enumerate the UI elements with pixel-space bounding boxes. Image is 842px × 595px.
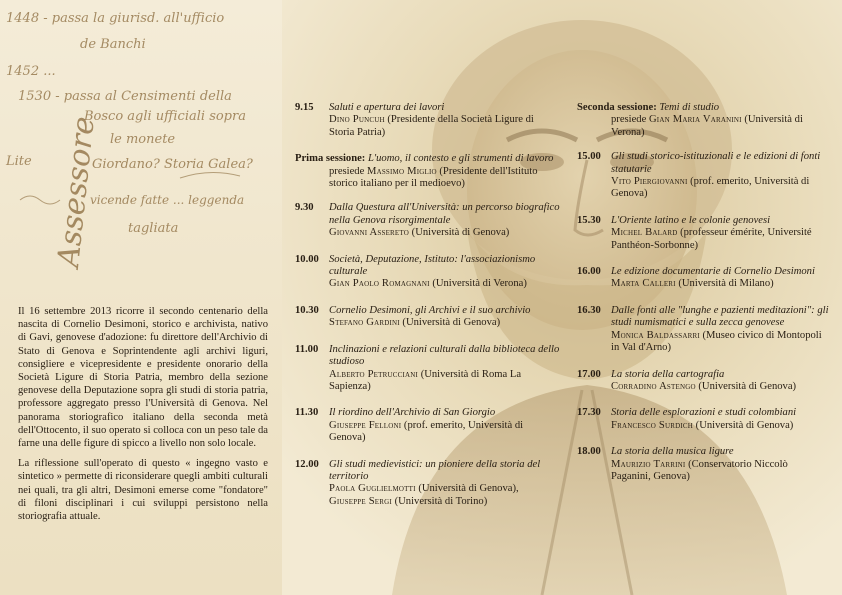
- speaker-name: Gian Paolo Romagnani: [329, 278, 430, 290]
- manuscript-line: Giordano? Storia Galea?: [92, 157, 253, 172]
- speaker-name: Dino Puncuh: [329, 114, 385, 126]
- speaker-affiliation: (Museo civico di Montopoli in Val d'Arno): [611, 329, 822, 354]
- item-title: Cornelio Desimoni, gli Archivi e il suo archivio: [329, 304, 531, 316]
- program-item: [295, 254, 560, 291]
- left-panel: [0, 0, 282, 595]
- speaker-affiliation: (Università di Roma La Sapienza): [329, 368, 522, 392]
- item-title: Saluti e apertura dei lavori: [329, 102, 445, 113]
- speaker-name: Maurizio Tarrini: [611, 458, 686, 470]
- item-time: 11.30: [295, 407, 319, 419]
- chair-name: Massimo Miglio: [366, 165, 437, 177]
- item-title: Inclinazioni e relazioni culturali dalla biblioteca dello studioso: [329, 343, 560, 368]
- program-item: [577, 446, 830, 483]
- item-time: 12.00: [295, 458, 319, 470]
- chair-affiliation: (Università di Verona): [611, 114, 803, 138]
- chair-name: Gian Maria Varanini: [648, 114, 742, 126]
- program-item: [295, 407, 560, 444]
- item-time: 16.00: [577, 266, 601, 278]
- session-label: Prima sessione:: [295, 153, 366, 165]
- chair-prefix: presiede: [611, 114, 649, 126]
- manuscript-line: vicende fatte ... leggenda: [90, 193, 245, 207]
- speaker-name: Marta Calleri: [611, 278, 676, 290]
- speaker-affiliation: (Università di Genova): [409, 227, 510, 239]
- item-title: La storia della musica ligure: [611, 446, 734, 458]
- speaker-affiliation: (Università di Verona): [429, 278, 527, 290]
- session-topic: Temi di studio: [656, 102, 720, 113]
- intro-paragraph: Il 16 settembre 2013 ricorre il secondo centenario della nascita di Cornelio Desimoni, storico e archivista, nativo di Gavi, genovese d'adozione: fu direttore dell'Archivio di Stato di Genova e Soprintendente agli archivi liguri, consigliere e vicepresidente e presidente onorario della Società Ligure di Storia Patria, membro della sezione genovese della Deputazione sopra gli studi di storia patria, professore aggregato presso l'Università di Genova. Nel panorama storiografico italiano della seconda metà dell'Ottocento, il suo operato si colloca con un peso tale da farne una delle figure di spicco a livello non solo locale.: [18, 306, 268, 450]
- program-item: [295, 102, 560, 139]
- program-item: [577, 369, 830, 394]
- speaker-name: Francesco Surdich: [611, 419, 694, 431]
- item-time: 15.30: [577, 214, 601, 226]
- program-item: [577, 266, 830, 291]
- speaker-name: Giuseppe Felloni: [329, 419, 402, 431]
- item-time: 9.15: [295, 102, 314, 113]
- program-item: [295, 202, 560, 239]
- program-item: [577, 215, 830, 252]
- manuscript-line: 1530 - passa al Censimenti della: [18, 89, 232, 104]
- item-title: Le edizione documentarie di Cornelio Desimoni: [611, 266, 815, 278]
- speaker-name: Monica Baldassarri: [611, 329, 700, 341]
- item-time: 17.30: [577, 407, 601, 419]
- speaker-name: Stefano Gardini: [329, 317, 400, 329]
- manuscript-line: Assessore: [51, 114, 102, 269]
- program-item: [295, 305, 560, 330]
- speaker-affiliation: (Università di Genova): [399, 317, 501, 329]
- speaker-affiliation: (Università di Genova),: [415, 483, 519, 495]
- program-item: [577, 151, 830, 201]
- manuscript-line: de Banchi: [80, 37, 146, 52]
- manuscript-line: Bosco agli ufficiali sopra: [84, 109, 246, 124]
- speaker-affiliation: (Università di Genova): [695, 380, 797, 392]
- item-title: Dalle fonti alle "lunghe e pazienti meditazioni": gli studi numismatici e sulla zecca genovese: [611, 304, 829, 329]
- speaker-affiliation: (Conservatorio Niccolò Paganini, Genova): [611, 458, 788, 482]
- speaker-affiliation: (professeur émérite, Université Panthéon-Sorbonne): [611, 227, 812, 251]
- manuscript-line: Lite: [6, 154, 32, 169]
- manuscript-line: 1452 ...: [6, 64, 56, 79]
- item-time: 9.30: [295, 202, 314, 214]
- speaker-affiliation: (prof. emerito, Università di Genova): [611, 176, 810, 200]
- speaker-name: Vito Piergiovanni: [611, 176, 688, 188]
- program-column-morning: [295, 102, 560, 522]
- speaker-name: Corradino Astengo: [611, 380, 696, 392]
- item-time: 10.00: [295, 253, 319, 265]
- speaker-name: Alberto Petrucciani: [329, 368, 419, 380]
- item-time: 15.00: [577, 151, 601, 163]
- speaker-name: Giuseppe Sergi: [329, 495, 392, 507]
- speaker-affiliation: (Università di Genova): [693, 419, 794, 431]
- item-title: La storia della cartografia: [611, 368, 725, 380]
- item-time: 11.00: [295, 343, 319, 355]
- speaker-affiliation: (prof. emerito, Università di Genova): [329, 419, 524, 444]
- session-topic: L'uomo, il contesto e gli strumenti di lavoro: [365, 153, 554, 165]
- manuscript-line: tagliata: [128, 221, 179, 236]
- speaker-affiliation: (Presidente della Società Ligure di Storia Patria): [329, 114, 534, 138]
- speaker-name: Paola Guglielmotti: [329, 483, 416, 495]
- item-time: 16.30: [577, 304, 601, 316]
- item-title: Storia delle esplorazioni e studi colombiani: [611, 407, 797, 419]
- manuscript-image: [0, 0, 282, 300]
- chair-prefix: presiede: [329, 165, 367, 177]
- speaker-affiliation: (Università di Torino): [391, 495, 488, 507]
- intro-text: [18, 305, 268, 530]
- speaker-name: Michel Balard: [611, 227, 678, 239]
- item-title: Gli studi medievistici: un pioniere della storia del territorio: [329, 458, 541, 482]
- manuscript-line: 1448 - passa la giurisd. all'ufficio: [6, 11, 225, 26]
- intro-paragraph: La riflessione sull'operato di questo « ingegno vasto e sintetico » permette di riconsiderare quegli ambiti culturali nei quali, tra gli altri, Desimoni emerse come "fondatore" di filoni disciplinari i cui sviluppi persistono nella storiografia attuale.: [18, 458, 268, 523]
- item-title: L'Oriente latino e le colonie genovesi: [611, 214, 771, 226]
- program-item: [295, 344, 560, 394]
- manuscript-line: le monete: [110, 132, 176, 147]
- program-item: [577, 407, 830, 432]
- item-time: 18.00: [577, 446, 601, 458]
- item-title: Dalla Questura all'Università: un percorso biografico nella Genova risorgimentale: [329, 202, 560, 226]
- item-title: Società, Deputazione, Istituto: l'associazionismo culturale: [329, 253, 536, 278]
- speaker-name: Giovanni Assereto: [329, 227, 410, 239]
- session-header: [577, 102, 830, 139]
- chair-affiliation: (Presidente dell'Istituto storico italiano per il medioevo): [329, 165, 538, 190]
- item-time: 10.30: [295, 304, 319, 316]
- item-title: Gli studi storico-istituzionali e le edizioni di fonti statutarie: [611, 151, 821, 175]
- speaker-affiliation: (Università di Milano): [675, 278, 774, 290]
- item-time: 17.00: [577, 368, 601, 380]
- session-header: [295, 153, 560, 190]
- program-item: [577, 305, 830, 355]
- program-item: [295, 459, 560, 509]
- program-column-afternoon: [577, 102, 830, 497]
- session-label: Seconda sessione:: [577, 102, 657, 113]
- item-title: Il riordino dell'Archivio di San Giorgio: [329, 407, 496, 419]
